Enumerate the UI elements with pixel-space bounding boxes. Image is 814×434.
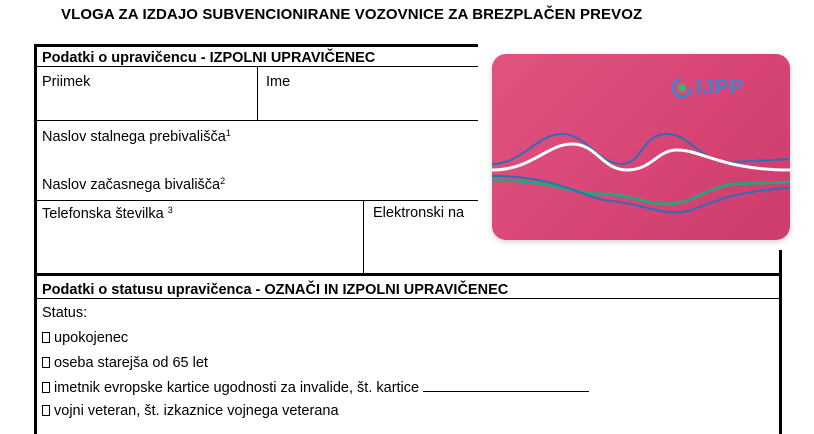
card-number-blank[interactable] [423,379,589,392]
form-title: VLOGA ZA IZDAJO SUBVENCIONIRANE VOZOVNICE ZA BREZPLAČEN PREVOZ [61,6,643,23]
status-option-disability-card[interactable] [42,379,589,396]
surname-label: Priimek [42,74,91,90]
checkbox[interactable] [42,405,50,416]
divider [257,66,258,120]
status-label: Status: [42,305,88,321]
name-label: Ime [266,74,291,90]
ijpp-logo-text: IJPP [696,76,744,99]
card-photo [478,38,800,250]
email-label: Elektronski na [373,205,465,221]
card-waves-graphic [492,54,790,240]
frame-left-border [34,44,37,434]
footnote-ref: 1 [225,128,231,138]
option-label: imetnik evropske kartice ugodnosti za invalide, št. kartice [54,380,420,396]
phone-text: Telefonska številka [42,206,164,222]
temporary-address-label [42,176,225,193]
section-divider [34,273,782,276]
footnote-ref: 3 [167,205,173,215]
phone-label [42,205,173,222]
temporary-address-text: Naslov začasnega bivališča [42,177,221,193]
status-option-retiree[interactable] [42,330,128,346]
option-label: upokojenec [54,330,129,346]
permanent-address-text: Naslov stalnega prebivališča [42,129,226,145]
option-label: vojni veteran, št. izkaznice vojnega veterana [54,403,339,419]
divider [34,298,782,299]
status-option-war-veteran[interactable] [42,403,339,419]
option-label: oseba starejša od 65 let [54,355,208,371]
section-header-status: Podatki o statusu upravičenca - OZNAČI IN IZPOLNI UPRAVIČENEC [42,282,509,298]
permanent-address-label [42,128,231,145]
checkbox[interactable] [42,332,50,343]
status-option-over-65[interactable] [42,355,208,371]
section-header-beneficiary: Podatki o upravičencu - IZPOLNI UPRAVIČENEC [42,50,376,66]
checkbox[interactable] [42,382,50,393]
footnote-ref: 2 [220,176,226,186]
ijpp-card-image [492,54,790,240]
checkbox[interactable] [42,357,50,368]
divider [363,200,364,274]
